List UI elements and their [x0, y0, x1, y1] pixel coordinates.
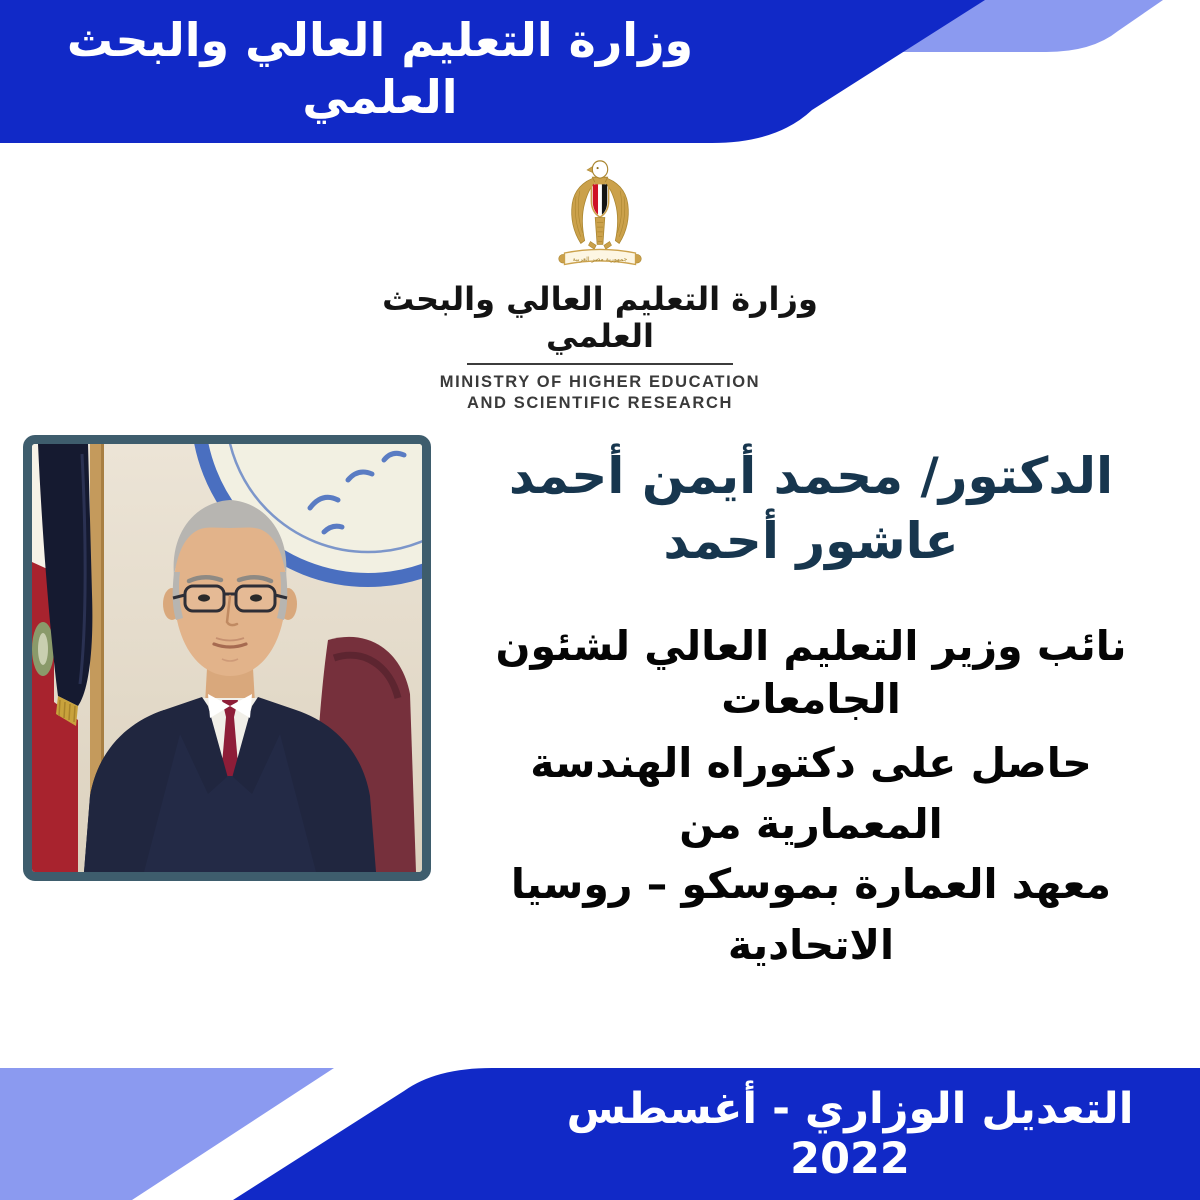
logo-arabic-title: وزارة التعليم العالي والبحث العلمي	[382, 280, 818, 355]
eagle-scroll-text: جمهورية مصر العربية	[572, 256, 628, 264]
person-name: الدكتور/ محمد أيمن أحمد عاشور أحمد	[508, 447, 1114, 570]
qualification-line2: معهد العمارة بموسكو – روسيا الاتحادية	[510, 860, 1112, 970]
qualification-line1: حاصل على دكتوراه الهندسة المعمارية من	[530, 739, 1092, 848]
portrait-photo	[23, 435, 431, 881]
logo-english-title-line2: AND SCIENTIFIC RESEARCH	[467, 393, 733, 412]
ministry-logo	[350, 158, 850, 414]
reshuffle-caption: التعديل الوزاري - أغسطس 2022	[566, 1084, 1134, 1184]
eagle-emblem-icon	[350, 158, 850, 277]
person-position: نائب وزير التعليم العالي لشئون الجامعات	[495, 622, 1127, 724]
logo-english-title-line1: MINISTRY OF HIGHER EDUCATION	[439, 372, 761, 391]
logo-divider	[467, 363, 733, 365]
person-qualification	[430, 733, 1192, 976]
ministry-title: وزارة التعليم العالي والبحث العلمي	[66, 12, 694, 124]
